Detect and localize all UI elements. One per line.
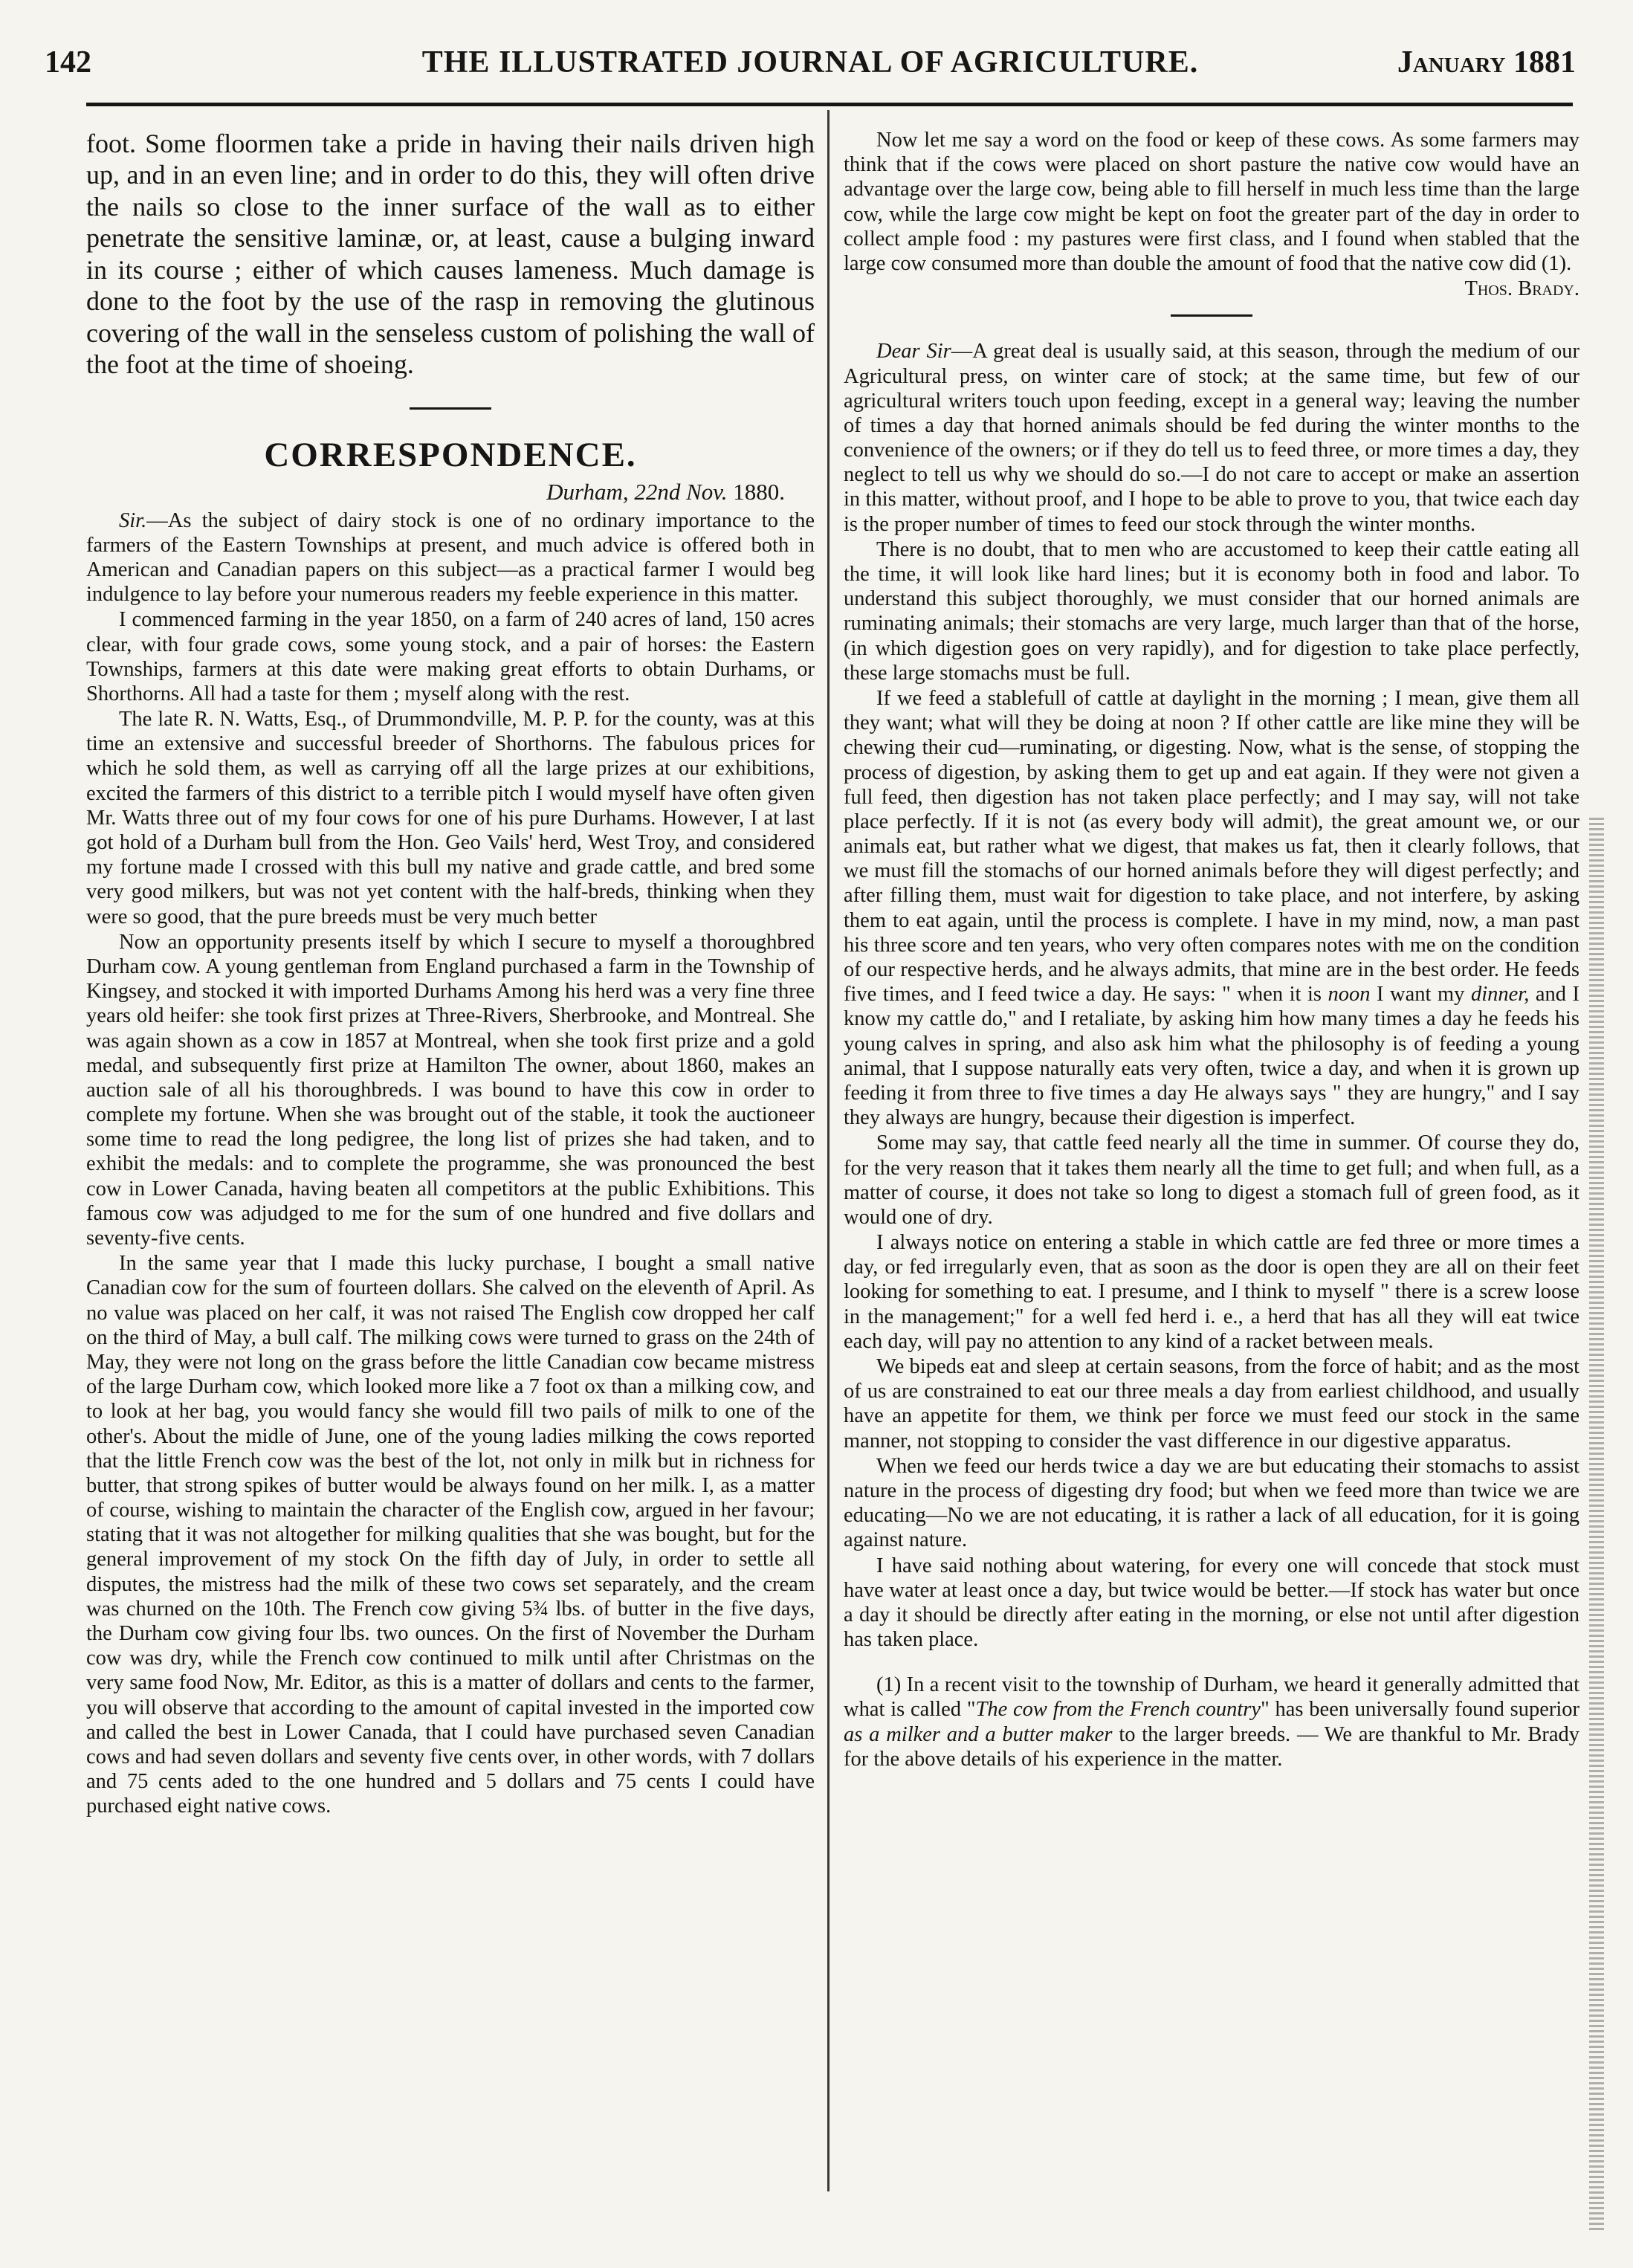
letter-paragraph [86,508,815,607]
letter-paragraph: Some may say, that cattle feed nearly all the time in summer. Of course they do, for the very reason that it takes them nearly all the time to get full; and when full, as a matter of course, it does not take so long to digest a stomach full of green food, as it would one of dry. [844,1131,1579,1229]
salutation: Sir. [119,508,147,532]
left-column [86,128,815,1820]
section-separator [410,407,491,410]
letter-paragraph: I always notice on entering a stable in which cattle are fed three or more times a day, or fed irregularly even, that as soon as the door is open they are all on their feet looking for something to eat. I presume, and I think to myself " there is a screw loose in the management;" for a well fed herd i. e., a herd that has all they will eat twice each day, will pay no attention to any kind of a racket between meals. [844,1231,1579,1353]
letter-paragraph: We bipeds eat and sleep at certain seasons, from the force of habit; and as the most of us are constrained to eat our three meals a day from earliest childhood, and usually have an appetite for them, we think per force we must feed our stock in the same manner, not stopping to consider the vast difference in our digestive apparatus. [844,1355,1579,1453]
journal-title: THE ILLUSTRATED JOURNAL OF AGRICULTURE. [421,45,1199,80]
letter-paragraph: I commenced farming in the year 1850, on a farm of 240 acres of land, 150 acres clear, with four grade cows, some young stock, and a pair of horses: the Eastern Townships, farmers at this date were making great efforts to obtain Durhams, or Shorthorns. All had a taste for them ; myself along with the rest. [86,608,815,705]
header-rule [86,103,1573,106]
signature: Thos. Brady. [1464,277,1579,301]
footnote-italic: as a milker and a butter maker [844,1722,1113,1746]
letter-paragraph: There is no doubt, that to men who are accustomed to keep their cattle eating all the time, it will look like hard lines; but it is economy both in food and labor. To understand this subject thoroughly, we must consider that our horned animals are ruminating animals; their stomachs are very large, much larger than that of the horse, (in which digestion goes on very rapidly), and for digestion to take place perfectly, these large stomachs must be full. [844,537,1579,685]
letter-paragraph [844,339,1579,537]
letter-dateline [86,479,785,505]
column-divider [827,110,830,2191]
paragraph-text: —A great deal is usually said, at this season, through the medium of our Agricultural press, on winter care of stock; at the same time, but few of our agricultural writers touch upon feeding, except in a general way; leaving the number of times a day that horned animals should be fed during the winter months to the convenience of the owners; or if they do tell us to feed three, or more times a day, they neglect to tell us why we should do so.—I do not care to accept or make an assertion in this matter, without proof, and I hope to be able to prove to you, that twice each day is the proper number of times to feed our stock through the winter months. [844,340,1579,536]
paragraph-text: and I know my cattle do," and I retaliate, by asking him how many times a day he feeds his young calves in spring, and also ask him what the philosophy is of feeding a young animal, that I suppose naturally eats very often, twice a day, and when it is grown up feeding it from three to five times a day He always says " they are hungry," and I say they always are hungry, because their digestion is imperfect. [844,983,1580,1130]
footnote-text: (1) In a recent visit to the township of Durham, we heard it generally admitted that what is called " [844,1673,1579,1722]
italic-word: dinner, [1470,983,1530,1007]
letter-paragraph [844,686,1579,1130]
letter-paragraph: In the same year that I made this lucky purchase, I bought a small native Canadian cow for the sum of fourteen dollars. She calved on the eleventh of April. As no value was placed on her calf, it was not raised The English cow dropped her calf on the third of May, a bull calf. The milking cows were turned to grass on the 24th of May, they were not long on the grass before the little Canadian cow became mistress of the large Durham cow, which looked more like a 7 foot ox than a milking cow, and to look at her bag, you would fancy she would fill two pails of milk to one of the other's. About the midle of June, one of the young ladies milking the cows reported that the little French cow was the best of the lot, not only in milk but in richness for butter, that strong spikes of butter would be always found on her milk. I, as a matter of course, wishing to maintain the character of the English cow, argued in her favour; stating that it was not altogether for milking qualities that she was bought, but for the general improvement of my stock On the fifth day of July, in order to settle all disputes, the mistress had the milk of these two cows set separately, and the cream was churned on the 10th. The French cow giving 5¾ lbs. of butter in the five days, the Durham cow giving four lbs. two ounces. On the first of November the Durham cow was dry, while the French cow continued to milk until after Christmas on the very same food Now, Mr. Editor, as this is a matter of dollars and cents to the farmer, you will observe that according to the amount of capital invested in the imported cow and called the best in Lower Canada, that I could have purchased seven Canadian cows and had seven dollars and seventy five cents over, in other words, with 7 dollars and 75 cents aded to the one hundred and 5 dollars and 75 cents I could have purchased eight native cows. [86,1252,815,1818]
footnote-text: " has been universally found superior [1261,1698,1580,1722]
footnote-italic: The cow from the French country [975,1698,1261,1722]
letter-paragraph: When we feed our herds twice a day we are but educating their stomachs to assist nature in the process of digesting dry food; but when we feed more than twice we are educating—No we are not educating, it is rather a lack of all education, for it is going against nature. [844,1454,1579,1552]
dateline-year: 1880. [733,478,785,505]
italic-word: noon [1328,983,1371,1007]
paragraph-text: —As the subject of dairy stock is one of no ordinary importance to the farmers of the Eastern Townships at present, and much advice is offered both in American and Canadian papers on this subject—as a practical farmer I would beg indulgence to lay before your numerous readers my feeble experience in this matter. [86,508,815,607]
page-header [45,45,1576,89]
letter-paragraph: I have said nothing about watering, for every one will concede that stock must have water at least once a day, but twice would be better.—If stock has water but once a day it should be directly after eating in the morning, or else not until after digestion has taken place. [844,1554,1579,1652]
letter-paragraph: The late R. N. Watts, Esq., of Drummondville, M. P. P. for the county, was at this time an extensive and successful breeder of Shorthorns. The fabulous prices for which he sold them, as well as carrying off all the large prizes at our exhibitions, excited the farmers of this district to a terrible pitch I would myself have often given Mr. Watts three out of my four cows for one of his pure Durhams. However, I at last got hold of a Durham bull from the Hon. Geo Vails' herd, West Troy, and considered my fortune made I crossed with this bull my native and grade cattle, and bred some very good milkers, but was not yet content with the half-breds, thinking when they were so good, that the pure breeds must be very much better [86,708,815,928]
footnote-text: to the larger breeds. — We are thankful to Mr. Brady for the above details of his experience in the matter. [844,1722,1579,1771]
section-heading: CORRESPONDENCE. [264,435,637,474]
letter-paragraph: Now let me say a word on the food or keep of these cows. As some farmers may think that if the cows were placed on short pasture the native cow would have an advantage over the large cow, being able to fill herself in much less time than the large cow, while the large cow might be kept on foot the greater part of the day in order to collect ample food : my pastures were first class, and I found when stabled that the large cow consumed more than double the amount of food that the native cow did (1). [844,129,1579,275]
letter-paragraph: Now an opportunity presents itself by which I secure to myself a thoroughbred Durham cow. A young gentleman from England purchased a farm in the Township of Kingsey, and stocked it with imported Durhams Among his herd was a very fine three years old heifer: she took first prizes at Three-Rivers, Sherbrooke, and Montreal. She was again shown as a cow in 1857 at Montreal, when she took first prize and a gold medal, and subsequently first prize at Hamilton The owner, about 1860, makes an auction sale of all his thoroughbreds. I was bound to have this cow in order to complete my fortune. When she was brought out of the stable, it took the auctioneer some time to read the long pedigree, the long list of prizes she had taken, and to exhibit the medals: and to complete the programme, she was pronounced the best cow in Lower Canada, having beaten all competitors at the public Exhibitions. This famous cow was adjudged to me for the sum of one hundred and five dollars and seventy-five cents. [86,930,815,1250]
paragraph-text: I want my [1377,983,1465,1007]
letter-separator [1171,314,1252,317]
dateline-place: Durham, 22nd Nov. [546,478,728,505]
shoeing-paragraph: foot. Some floormen take a pride in having their nails driven high up, and in an even line; and in order to do this, they will often drive the nails so close to the inner surface of the wall as to either penetrate the sensitive laminæ, or, at least, cause a bulging inward in its course ; either of which causes lameness. Much damage is done to the foot by the use of the rasp in removing the glutinous covering of the wall in the senseless custom of polishing the wall of the foot at the time of shoeing. [86,129,815,380]
page-number: 142 [45,45,91,80]
right-column [844,128,1579,1772]
paragraph-text: If we feed a stablefull of cattle at daylight in the morning ; I mean, give them all they want; what will they be doing at noon ? If other cattle are like mine they will be chewing their cud—ruminating, or digesting. Now, what is the sense, of stopping the process of digestion, by asking them to get up and eat again. If they were not given a full feed, then digestion has not taken place perfectly; and I may say, will not take place perfectly. If it is not (as every body will admit), the great amount we, or our animals eat, but rather what we digest, that makes us fat, then it clearly follows, that we must fill the stomachs of our horned animals before they will digest perfectly; and after filling them, must wait for digestion to take place, and not interfere, by asking them to eat again, until the process is complete. I have in my mind, now, a man past his three score and ten years, who very often compares notes with me on the condition of our respective herds, and he always admits, that mine are in the best order. He feeds five times, and I feed twice a day. He says: " when it is [844,686,1579,1007]
scan-edge [1589,818,1604,2230]
issue-date: January 1881 [1397,45,1576,80]
editor-footnote [844,1673,1579,1771]
salutation: Dear Sir [876,340,951,364]
